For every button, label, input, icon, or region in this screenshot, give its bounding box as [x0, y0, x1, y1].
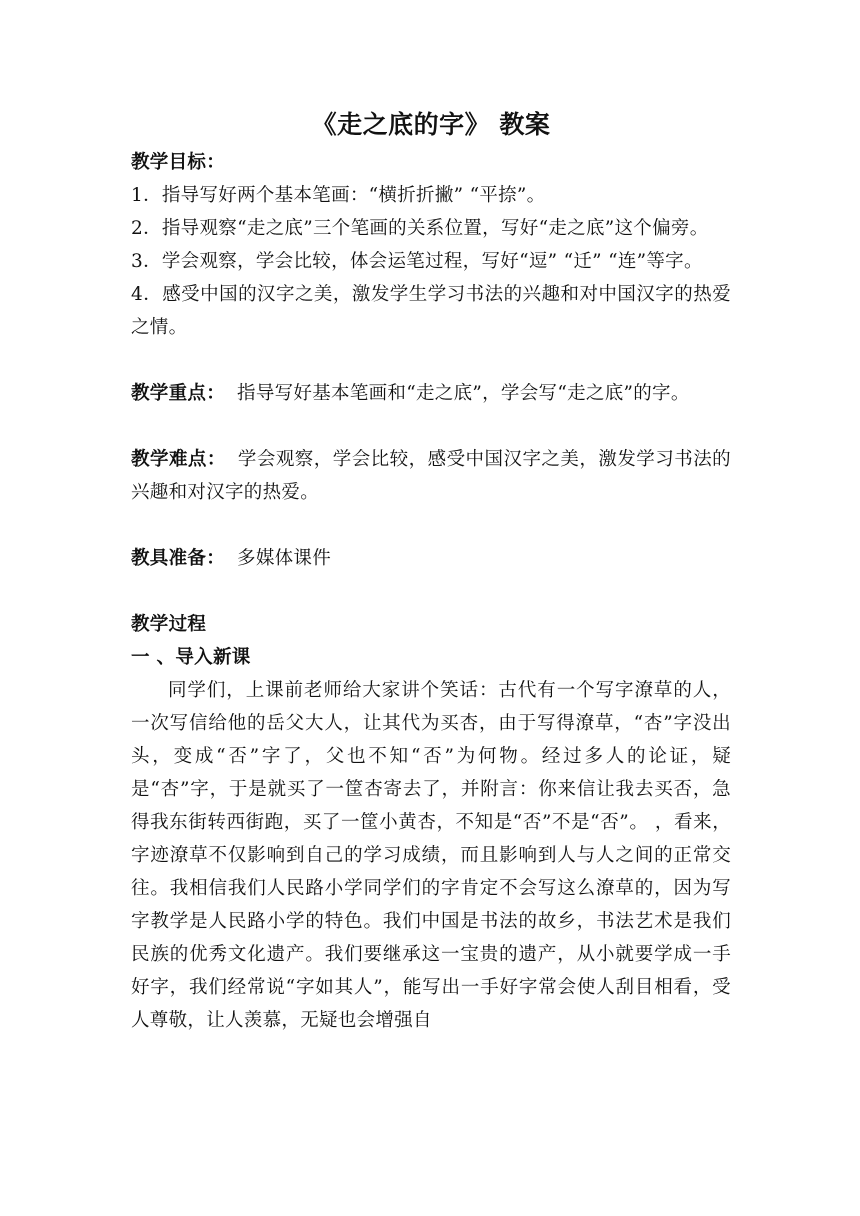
process-heading: 教学过程: [131, 614, 207, 635]
objective-item-3: 3．学会观察，学会比较，体会运笔过程，写好“逗” “迁” “连”等字。: [131, 251, 703, 272]
spacer: [131, 344, 731, 377]
spacer: [131, 575, 731, 608]
key-point-paragraph: [131, 377, 731, 410]
document-title: 《走之底的字》 教案: [311, 110, 551, 139]
objective-item-1: 1．指导写好两个基本笔画：“横折折撇” “平捺”。: [131, 185, 546, 206]
section-1-body: 同学们，上课前老师给大家讲个笑话：古代有一个写字潦草的人，一次写信给他的岳父大人，让其代为买杏，由于写得潦草，“杏”字没出头，变成“否”字了，父也不知“否”为何物。经过多人的论证，疑是“杏”字，于是就买了一筐杏寄去了，并附言：你来信让我去买否，急得我东街转西街跑，买了一筐小黄杏，不知是“否”不是“否”。 ，看来，字迹潦草不仅影响到自己的学习成绩，而且影响到人与人之间的正常交往。我相信我们人民路小学同学们的字肯定不会写这么潦草的，因为写字教学是人民路小学的特色。我们中国是书法的故乡，书法艺术是我们民族的优秀文化遗产。我们要继承这一宝贵的遗产，从小就要学成一手好字，我们经常说“字如其人”，能写出一手好字常会使人刮目相看，受人尊敬，让人羡慕，无疑也会增强自: [131, 680, 731, 1031]
key-point-label: 教学重点：: [131, 383, 226, 404]
objectives-heading: 教学目标：: [131, 152, 226, 173]
section-1-heading: 一 、导入新课: [131, 647, 251, 668]
difficulty-paragraph: [131, 443, 731, 509]
preparation-label: 教具准备：: [131, 548, 226, 569]
objective-item-4: 4．感受中国的汉字之美，激发学生学习书法的兴趣和对中国汉字的热爱之情。: [131, 284, 731, 338]
spacer: [131, 509, 731, 542]
objective-item-2: 2．指导观察“走之底”三个笔画的关系位置，写好“走之底”这个偏旁。: [131, 218, 709, 239]
spacer: [131, 410, 731, 443]
key-point-text: 指导写好基本笔画和“走之底”，学会写“走之底”的字。: [237, 383, 690, 404]
preparation-text: 多媒体课件: [237, 548, 332, 569]
difficulty-text: 学会观察，学会比较，感受中国汉字之美，激发学习书法的兴趣和对汉字的热爱。: [131, 449, 731, 503]
difficulty-label: 教学难点：: [131, 449, 226, 470]
preparation-paragraph: [131, 542, 731, 575]
document-page: [131, 104, 731, 1037]
